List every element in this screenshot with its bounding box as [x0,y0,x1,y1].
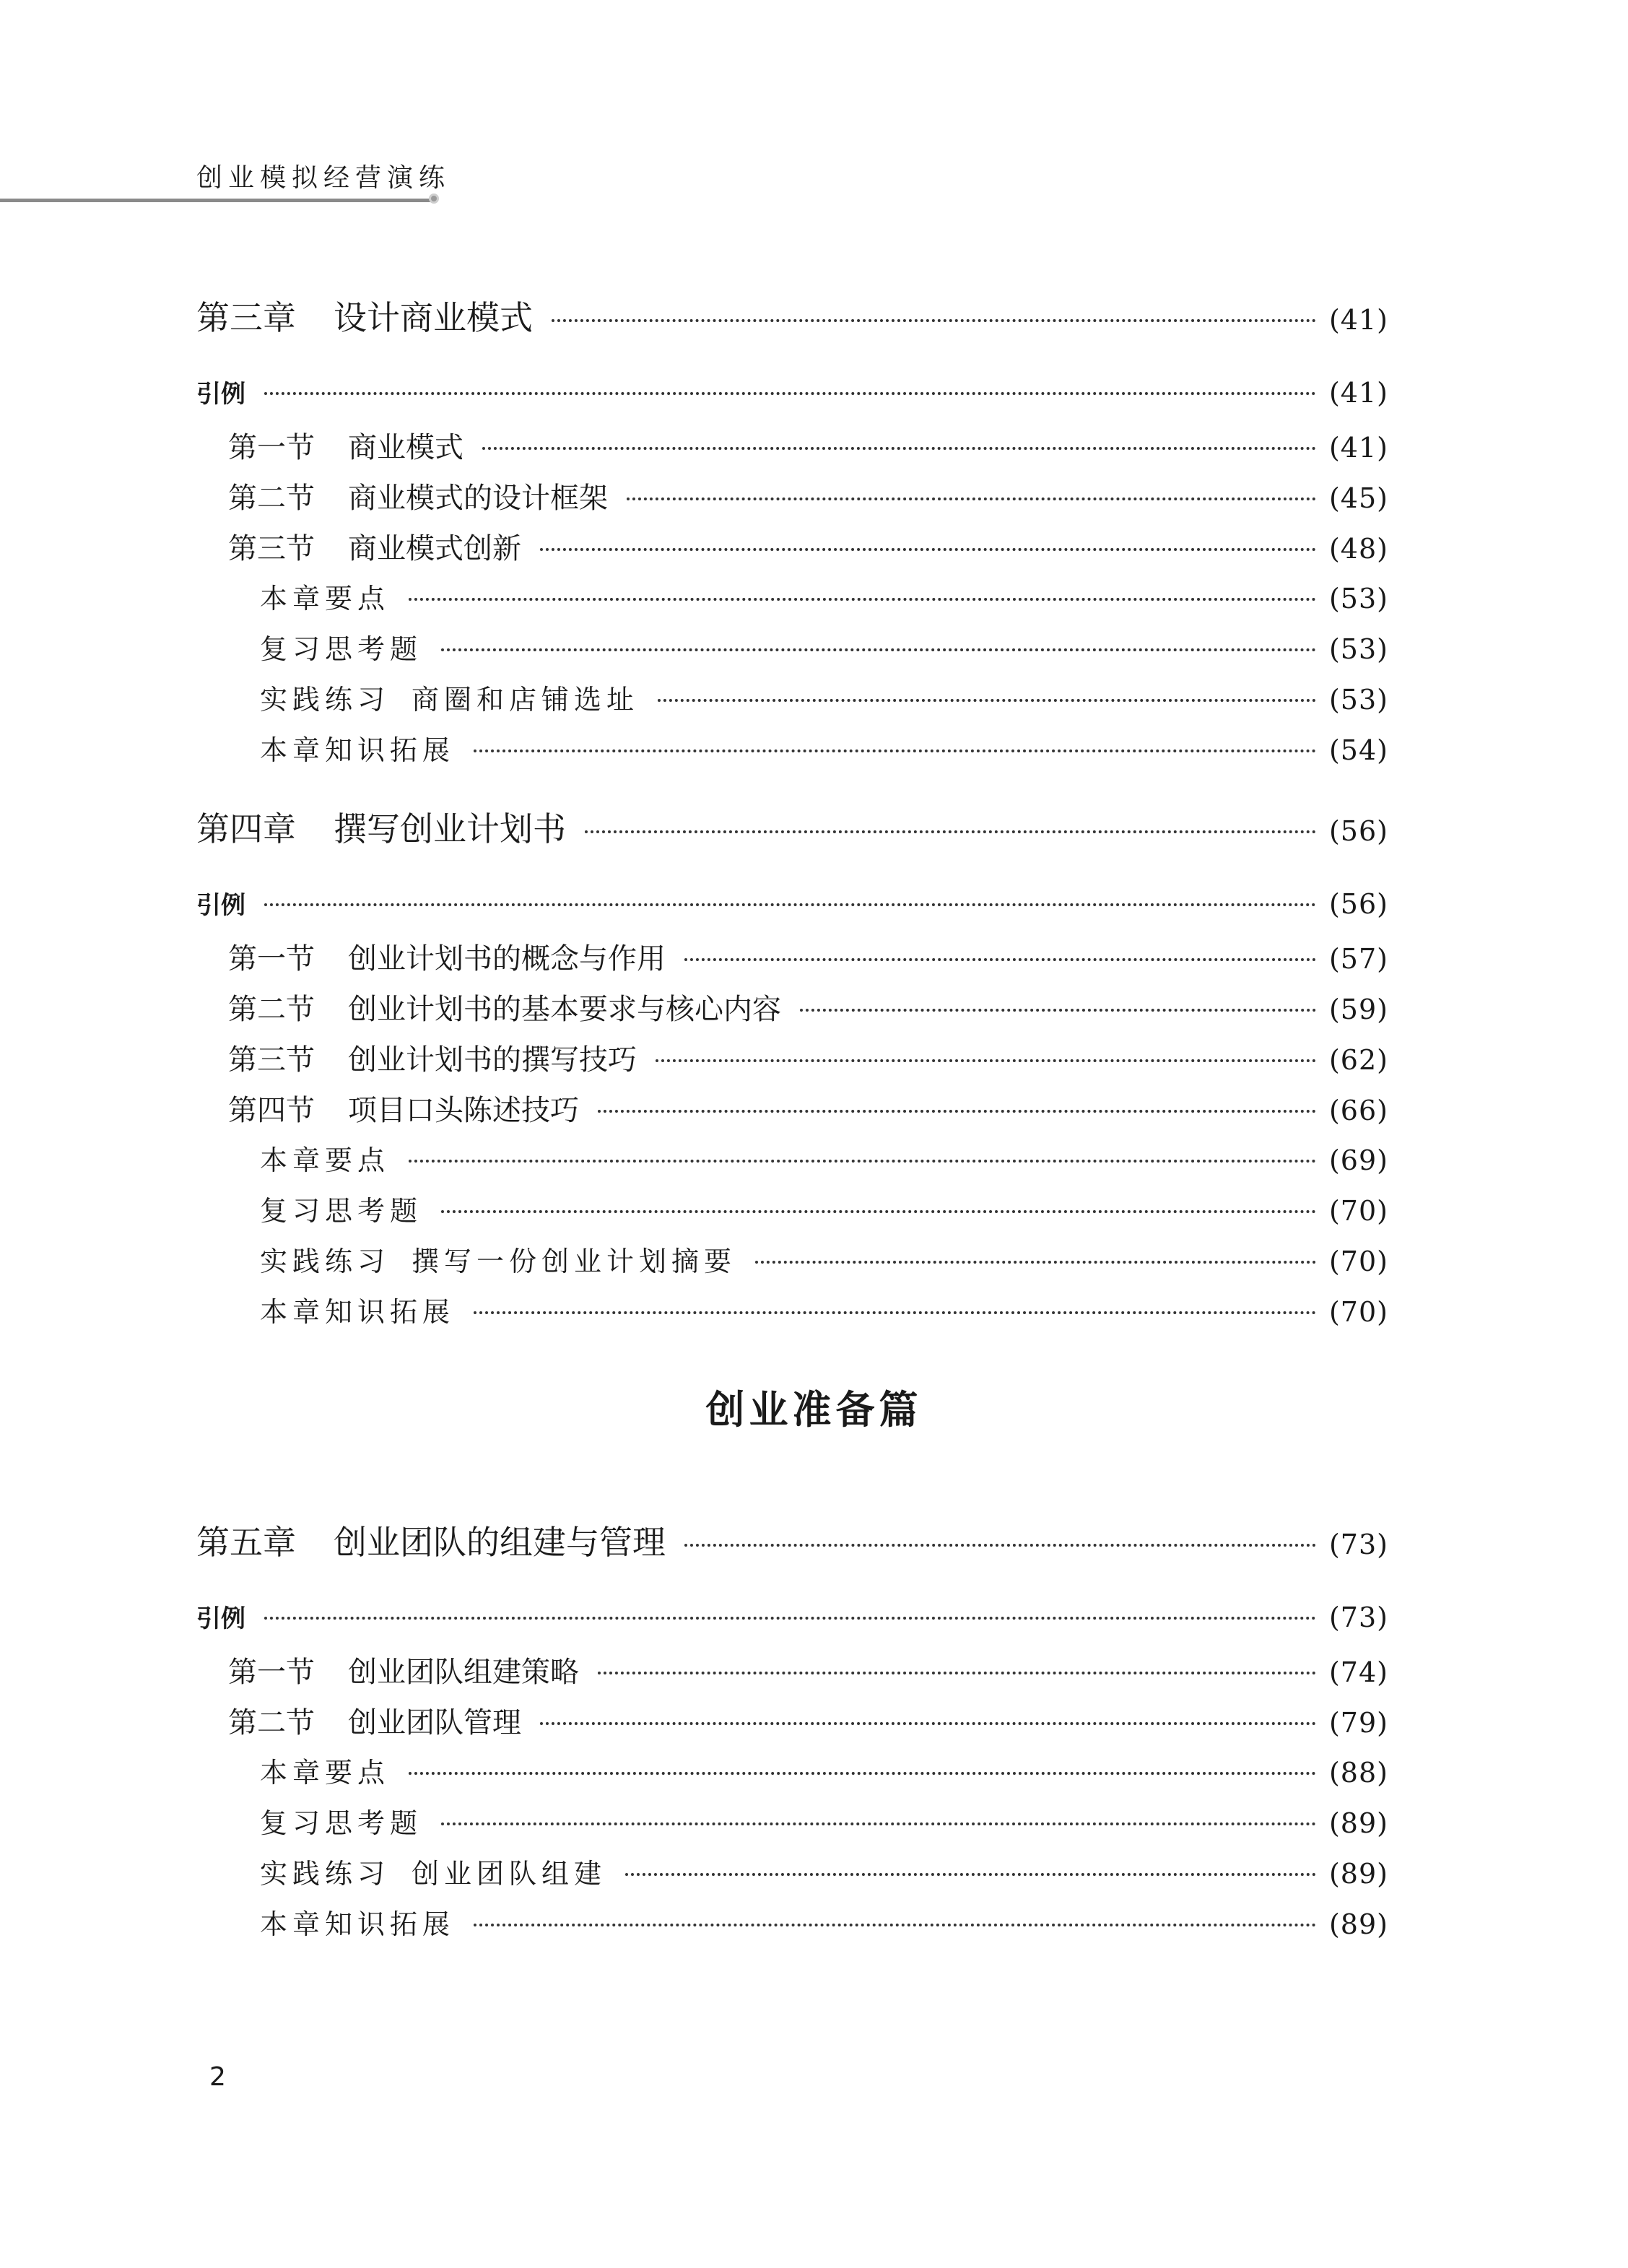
page-ref: (41) [1328,432,1388,464]
dot-leader [441,648,1316,651]
toc-extra[interactable] [260,1290,1388,1329]
dot-leader [598,1110,1316,1113]
section-label: 第二节 商业模式的设计框架 [228,482,608,515]
dot-leader [264,903,1316,906]
section-label: 第二节 创业团队管理 [228,1706,521,1739]
toc-chapter-5[interactable] [196,1516,1388,1564]
dot-leader [684,958,1316,961]
page-ref: (59) [1328,994,1388,1025]
chapter-label: 第五章 创业团队的组建与管理 [196,1523,666,1562]
toc-extra[interactable] [260,1902,1388,1942]
page-ref: (70) [1328,1195,1388,1227]
page-ref: (79) [1328,1707,1388,1739]
page-ref: (73) [1328,1529,1388,1560]
toc-intro-ch4[interactable] [196,885,1388,921]
toc-chapter-3[interactable] [196,292,1388,339]
page-ref: (69) [1328,1144,1388,1176]
chapter-label: 第三章 设计商业模式 [196,298,533,337]
dot-leader [474,1924,1316,1926]
page-ref: (74) [1328,1656,1388,1688]
dot-leader [409,1772,1316,1775]
section-label: 第三节 创业计划书的撰写技巧 [228,1043,637,1077]
page-ref: (56) [1328,815,1388,847]
dot-leader [474,1311,1316,1314]
dot-leader [585,830,1316,833]
toc-section[interactable] [228,1087,1388,1129]
dot-leader [800,1009,1316,1012]
extra-label: 本章知识拓展 [260,734,456,766]
extra-label: 实践练习 创业团队组建 [260,1858,607,1890]
dot-leader [441,1210,1316,1213]
dot-leader [552,319,1316,322]
intro-label: 引例 [196,380,245,409]
dot-leader [540,548,1316,551]
dot-leader [658,699,1316,702]
section-label: 第一节 创业团队组建策略 [228,1656,579,1689]
page-ref: (45) [1328,482,1388,514]
dot-leader [441,1822,1316,1825]
toc-extra[interactable] [260,1750,1388,1790]
page-ref: (89) [1328,1858,1388,1890]
header-rule-dot [429,194,439,204]
toc-extra[interactable] [260,728,1388,768]
page-ref: (70) [1328,1246,1388,1277]
page-ref: (66) [1328,1095,1388,1126]
page-ref: (53) [1328,684,1388,716]
dot-leader [474,750,1316,752]
toc-extra[interactable] [260,1851,1388,1891]
running-header-title: 创业模拟经营演练 [196,163,451,193]
page-ref: (89) [1328,1807,1388,1839]
toc-extra[interactable] [260,1239,1388,1279]
dot-leader [656,1059,1316,1062]
toc-extra[interactable] [260,677,1388,717]
page-ref: (62) [1328,1044,1388,1076]
toc-extra[interactable] [260,576,1388,616]
toc-intro-ch3[interactable] [196,374,1388,409]
header-rule [0,199,432,202]
section-label: 第一节 商业模式 [228,431,463,464]
section-label: 第二节 创业计划书的基本要求与核心内容 [228,993,781,1026]
extra-label: 本章要点 [260,1757,391,1789]
toc-section[interactable] [228,425,1388,466]
extra-label: 本章要点 [260,583,391,614]
extra-label: 复习思考题 [260,1807,423,1839]
extra-label: 实践练习 商圈和店铺选址 [260,684,640,716]
section-label: 第三节 商业模式创新 [228,532,521,565]
toc-section[interactable] [228,986,1388,1027]
toc-extra[interactable] [260,627,1388,666]
extra-label: 复习思考题 [260,633,423,665]
toc-section[interactable] [228,936,1388,977]
page-ref: (48) [1328,533,1388,565]
extra-label: 本章知识拓展 [260,1296,456,1328]
chapter-label: 第四章 撰写创业计划书 [196,809,566,848]
page-ref: (57) [1328,943,1388,975]
dot-leader [409,1160,1316,1163]
dot-leader [755,1261,1316,1264]
toc-extra[interactable] [260,1138,1388,1178]
toc-section[interactable] [228,1700,1388,1741]
page-number: 2 [209,2062,226,2092]
dot-leader [598,1672,1316,1674]
dot-leader [627,498,1316,500]
dot-leader [409,598,1316,601]
part-title: 创业准备篇 [705,1387,923,1433]
toc-section[interactable] [228,1037,1388,1078]
extra-label: 本章要点 [260,1144,391,1176]
page-ref: (89) [1328,1908,1388,1940]
page-ref: (54) [1328,734,1388,766]
dot-leader [264,392,1316,395]
extra-label: 本章知识拓展 [260,1908,456,1940]
section-label: 第四节 项目口头陈述技巧 [228,1094,579,1127]
page-ref: (56) [1328,888,1388,920]
toc-intro-ch5[interactable] [196,1599,1388,1634]
intro-label: 引例 [196,891,245,920]
dot-leader [540,1722,1316,1725]
page-ref: (53) [1328,633,1388,665]
page-ref: (53) [1328,583,1388,614]
page-ref: (88) [1328,1757,1388,1789]
toc-section[interactable] [228,1649,1388,1690]
page-ref: (41) [1328,304,1388,336]
section-label: 第一节 创业计划书的概念与作用 [228,942,666,976]
dot-leader [482,447,1316,450]
dot-leader [684,1544,1316,1547]
dot-leader [625,1873,1316,1876]
intro-label: 引例 [196,1604,245,1633]
extra-label: 实践练习 撰写一份创业计划摘要 [260,1246,737,1277]
toc-section[interactable] [228,526,1388,567]
page-ref: (73) [1328,1602,1388,1633]
dot-leader [264,1617,1316,1620]
extra-label: 复习思考题 [260,1195,423,1227]
toc-section[interactable] [228,475,1388,516]
toc-extra[interactable] [260,1189,1388,1228]
page-ref: (41) [1328,377,1388,409]
page-ref: (70) [1328,1296,1388,1328]
toc-extra[interactable] [260,1801,1388,1841]
toc-chapter-4[interactable] [196,803,1388,851]
